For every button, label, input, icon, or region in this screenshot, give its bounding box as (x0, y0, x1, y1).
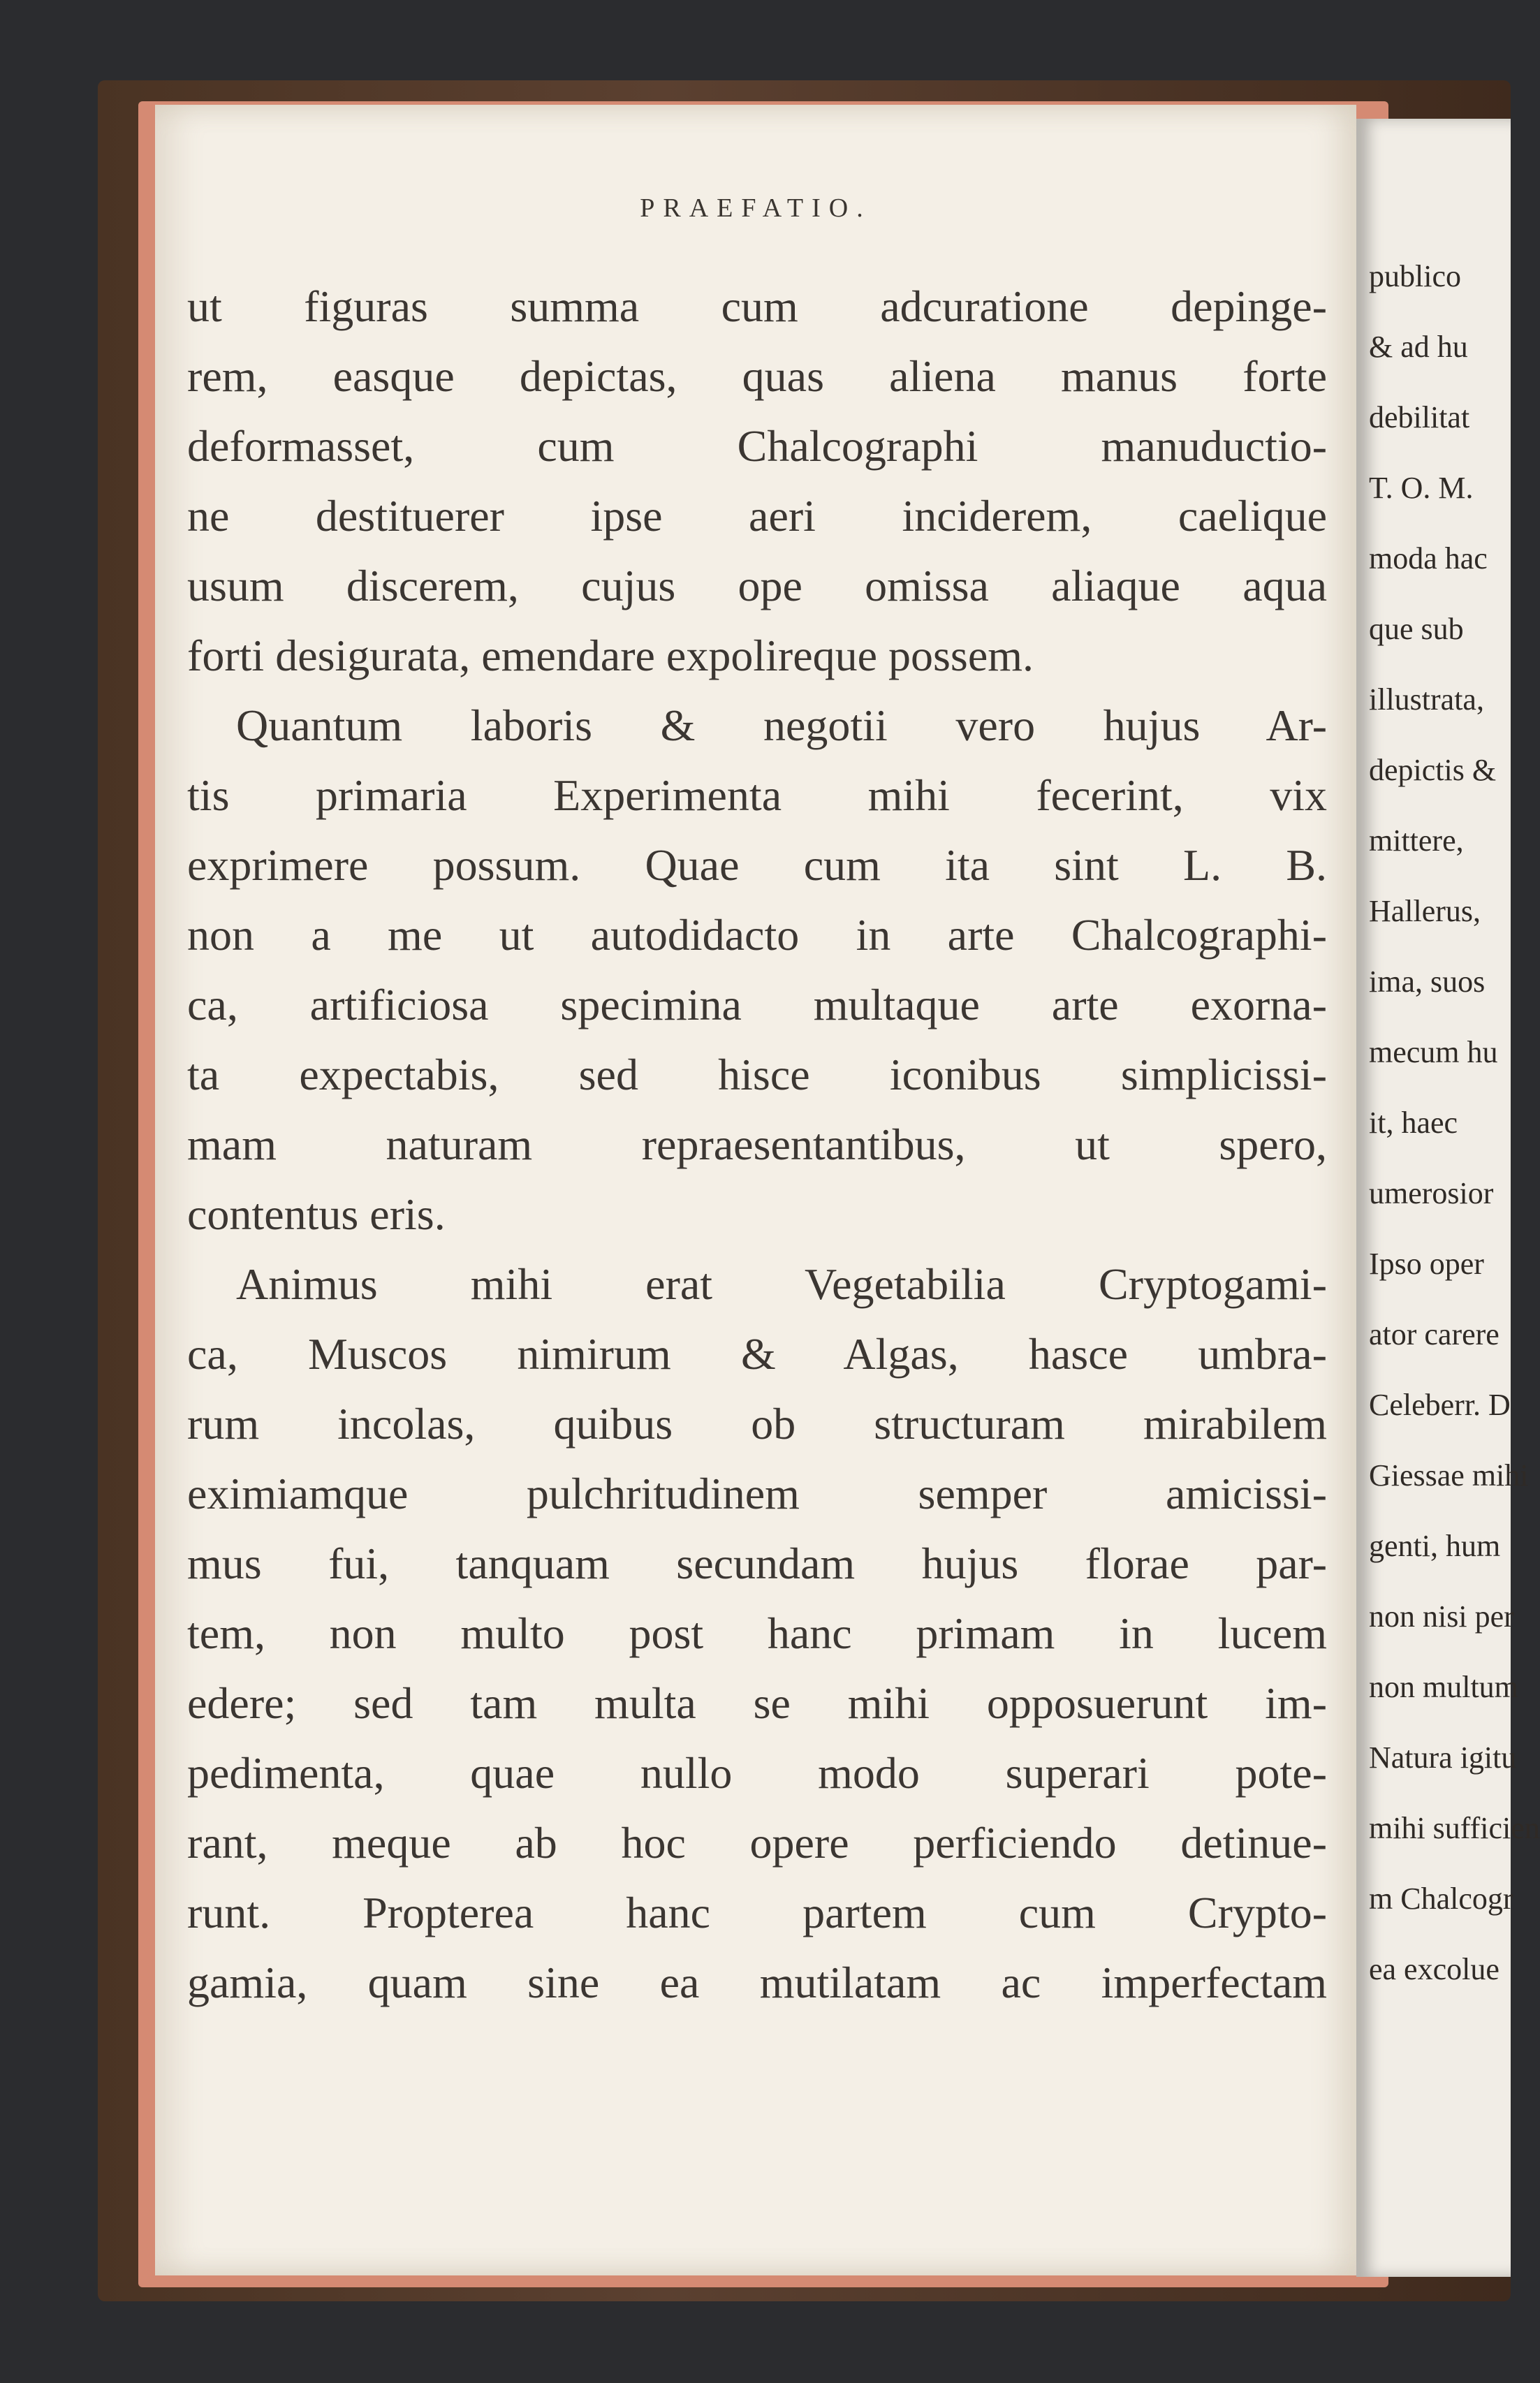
text-line: edere; sed tam multa se mihi opposuerunt im- (187, 1678, 1327, 1728)
text-line: pedimenta, quae nullo modo superari pote- (187, 1748, 1327, 1798)
facing-page-line: moda hac (1369, 541, 1488, 575)
text-line: deformasset, cum Chalcographi manuductio- (187, 421, 1327, 471)
facing-page-line: it, haec (1369, 1106, 1458, 1140)
text-line: ne destituerer ipse aeri inciderem, caelique (187, 491, 1327, 541)
facing-page-line: Natura igitu (1369, 1740, 1517, 1775)
facing-page-line: non multum (1369, 1670, 1518, 1704)
text-line: tis primaria Experimenta mihi fecerint, vix (187, 770, 1327, 820)
text-line: gamia, quam sine ea mutilatam ac imperfectam (187, 1958, 1327, 2007)
facing-page-line: mittere, (1369, 823, 1464, 858)
facing-page-line: depictis & (1369, 753, 1497, 787)
facing-page-line: debilitat (1369, 400, 1470, 434)
facing-page-line: & ad hu (1369, 330, 1468, 364)
facing-page-line: Celeberr. D (1369, 1388, 1511, 1422)
text-line: rem, easque depictas, quas aliena manus forte (187, 351, 1327, 401)
facing-page-line: Ipso oper (1369, 1247, 1484, 1281)
facing-page-line: ima, suos (1369, 965, 1486, 999)
running-head: PRAEFATIO. (640, 193, 872, 223)
facing-page-line: ea excolue (1369, 1952, 1499, 1986)
text-line: Quantum laboris & negotii vero hujus Ar- (236, 701, 1327, 750)
facing-page-line: ator carere (1369, 1317, 1499, 1351)
text-line: ca, artificiosa specimina multaque arte exorna- (187, 980, 1327, 1029)
facing-page-line: mecum hu (1369, 1035, 1498, 1069)
facing-page-line: m Chalcogr (1369, 1882, 1513, 1916)
text-line: Animus mihi erat Vegetabilia Cryptogami- (236, 1259, 1327, 1309)
text-line: ta expectabis, sed hisce iconibus simplicissi- (187, 1050, 1327, 1099)
facing-page-line: non nisi per (1369, 1599, 1514, 1634)
text-line: rum incolas, quibus ob structuram mirabilem (187, 1399, 1327, 1449)
text-line: non a me ut autodidacto in arte Chalcographi- (187, 910, 1327, 960)
text-line: contentus eris. (187, 1189, 446, 1239)
text-line: tem, non multo post hanc primam in lucem (187, 1608, 1327, 1658)
text-line: mam naturam repraesentantibus, ut spero, (187, 1120, 1327, 1169)
facing-page-fragment (1356, 119, 1540, 2277)
text-line: rant, meque ab hoc opere perficiendo detinue- (187, 1818, 1327, 1868)
facing-page-line: genti, hum (1369, 1529, 1501, 1563)
text-line: exprimere possum. Quae cum ita sint L. B. (187, 840, 1327, 890)
text-line: usum discerem, cujus ope omissa aliaque aqua (187, 561, 1327, 610)
facing-page-line: que sub (1369, 612, 1464, 646)
facing-page-line: T. O. M. (1369, 471, 1474, 505)
text-line: ut figuras summa cum adcuratione depinge- (187, 281, 1327, 331)
text-line: eximiamque pulchritudinem semper amicissi- (187, 1469, 1327, 1518)
facing-page-line: Giessae mihi (1369, 1458, 1529, 1493)
text-line: runt. Propterea hanc partem cum Crypto- (187, 1888, 1327, 1937)
facing-page-line: publico (1369, 259, 1461, 293)
facing-page-line: illustrata, (1369, 682, 1484, 717)
facing-page-line: mihi sufficien (1369, 1811, 1540, 1845)
facing-page-line: umerosior (1369, 1176, 1494, 1210)
facing-page-line: Hallerus, (1369, 894, 1481, 928)
text-line: ca, Muscos nimirum & Algas, hasce umbra- (187, 1329, 1327, 1379)
text-line: forti desigurata, emendare expolireque possem. (187, 631, 1034, 680)
text-line: mus fui, tanquam secundam hujus florae par- (187, 1539, 1327, 1588)
